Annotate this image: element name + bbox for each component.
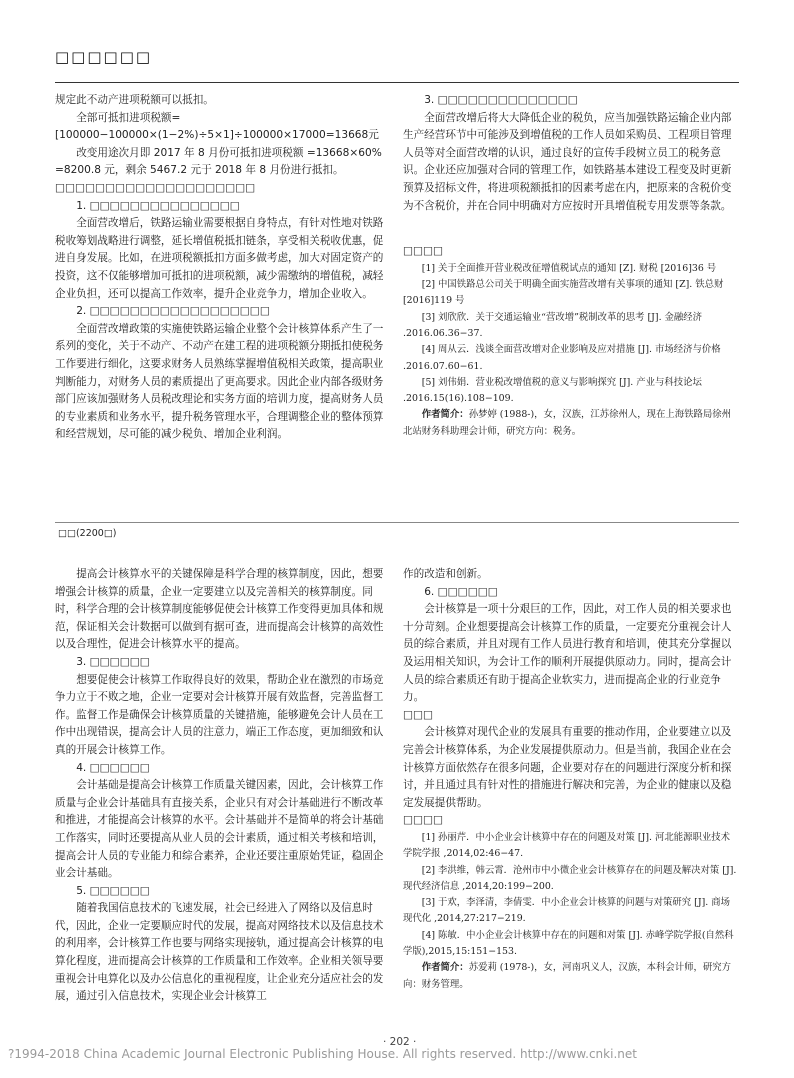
copyright-watermark: ?1994-2018 China Academic Journal Electronic Publishing House. All rights reserved. http://www.cnki.net <box>8 1047 637 1061</box>
article-divider <box>55 522 739 523</box>
subsection-heading: 3. □□□□□□ <box>76 655 150 668</box>
paragraph: 全面营改增政策的实施使铁路运输企业整个会计核算体系产生了一系列的变化，关于不动产、不动产在建工程的进项税额分期抵扣使税务工作要进行细化，这要求财务人员熟练掌握增值税相关政策，提高职业判断能力，对财务人员的素质提出了更高要求。因此企业内部各级财务部门应该加强财务人员税改理论和实务方面的培训力度，提高财务人员的专业素质和业务水平，提升税务管理水平，合理调整企业的整体预算和经营规划，尽可能的减少税负、增加企业利润。 <box>55 322 384 441</box>
author-text: 苏爱莉 (1978-)，女，河南巩义人，汉族，本科会计师，研究方向：财务管理。 <box>403 962 732 990</box>
page-number: · 202 · <box>383 1036 417 1048</box>
bottom-right-column <box>403 566 739 993</box>
paragraph: 全部可抵扣进项税额=[100000−100000×(1−2%)÷5×1]÷100000×17000=13668元 <box>55 111 379 142</box>
paragraph: 全面营改增后将大大降低企业的税负，应当加强铁路运输企业内部生产经营环节中可能涉及到增值税的工作人员如采购员、工程项目管理人员等对全面营改增的认识，通过良好的宣传手段树立员工的税务意识。企业还应加强对合同的管理工作，如铁路基本建设工程变及时更新预算及招标文件，将进项税额抵扣的因素考虑在内，把原来的含税价变为不含税价，并在合同中明确对方应按时开具增值税专用发票等条款。 <box>403 111 732 212</box>
header-rule <box>55 82 739 83</box>
paragraph: 想要促使会计核算工作取得良好的效果，帮助企业在激烈的市场竞争力立于不败之地，企业一定要对会计核算开展有效监督，完善监督工作。监督工作是确保会计核算质量的关键措施，能够避免会计人员在工作中出现错误，提高会计人员的注意力，端正工作态度，更加细致和认真的开展会计核算工作。 <box>55 673 384 756</box>
author-bio <box>403 960 739 993</box>
paragraph: 会计基础是提高会计核算工作质量关键因素，因此，会计核算工作质量与企业会计基础具有直接关系，企业只有对会计基础进行不断改革和推进，才能提高会计核算的水平。会计基础并不是简单的将会计基础工作落实，同时还要提高从业人员的会计素质，通过相关考核和培训，提高会计人员的专业能力和综合素养，企业还要注重原始凭证，稳固企业会计基础。 <box>55 779 384 880</box>
paragraph: 规定此不动产进项税额可以抵扣。 <box>55 94 214 106</box>
conclusion-heading: □□□ <box>403 708 434 721</box>
paragraph: 会计核算是一项十分艰巨的工作，因此，对工作人员的相关要求也十分苛刻。企业想要提高会计核算工作的质量，一定要充分重视会计人员的综合素质，并且对现有工作人员进行教育和培训，使其充分掌握以及运用相关知识，为会计工作的顺利开展提供原动力。同时，提高会计人员的综合素质还有助于提高企业软实力，进而提高企业的行业竞争力。 <box>403 603 732 704</box>
reference-item: [4] 周从云．浅谈全面营改增对企业影响及应对措施 [J]. 市场经济与价格 .2016.07.60−61. <box>403 344 721 372</box>
paragraph: 作的改造和创新。 <box>403 568 488 580</box>
reference-item: [2] 李洪维，韩云霄．沧州市中小微企业会计核算存在的问题及解决对策 [J]. 现代经济信息 ,2014,20:199−200. <box>403 864 737 892</box>
paragraph: 会计核算对现代企业的发展具有重要的推动作用，企业要建立以及完善会计核算体系，为企业发展提供原动力。但是当前，我国企业在会计核算方面依然存在很多问题，企业要对存在的问题进行深度分析和探讨，并且通过具有针对性的措施进行解决和完善，为企业的健康以及稳定发展提供帮助。 <box>403 726 732 809</box>
subsection-heading: 2. □□□□□□□□□□□□□□□□□□ <box>76 305 270 318</box>
paragraph: 全面营改增后，铁路运输业需要根据自身特点，有针对性地对铁路税收筹划战略进行调整，延长增值税抵扣链条，享受相关税收优惠，促进自身发展。比如，在进项税额抵扣方面多做考虑，加大对固定资产的投资，这不仅能够增加可抵扣的进项税额，减少需缴纳的增值税，减轻企业负担，还可以提高工作效率，提升企业竞争力，增加企业收入。 <box>55 217 384 300</box>
bottom-left-column <box>55 566 387 1006</box>
section-heading: □□□□□□□□□□□□□□□□□□□□ <box>55 181 256 194</box>
subsection-heading: 1. □□□□□□□□□□□□□□□ <box>76 199 240 212</box>
subsection-heading: 4. □□□□□□ <box>76 761 150 774</box>
funding-note: □□(2200□) <box>58 528 117 539</box>
reference-item: [3] 于欢，李泽清，李倩雯．中小企业会计核算的问题与对策研究 [J]. 商场现代化 ,2014,27:217−219. <box>403 897 730 925</box>
top-right-column <box>403 92 739 440</box>
paragraph: 改变用途次月即 2017 年 8 月份可抵扣进项税额 =13668×60% =8200.8 元，剩余 5467.2 元于 2018 年 8 月份进行抵扣。 <box>55 146 382 177</box>
author-label: 作者简介： <box>421 409 469 421</box>
reference-item: [1] 关于全面推开营业税改征增值税试点的通知 [Z]. 财税 [2016]36 号 <box>421 262 717 274</box>
references-heading: □□□□ <box>403 245 444 258</box>
top-left-column <box>55 92 387 444</box>
subsection-heading: 5. □□□□□□ <box>76 884 150 897</box>
reference-item: [1] 孙丽芹．中小企业会计核算中存在的问题及对策 [J]. 河北能源职业技术学院学报 ,2014,02:46−47. <box>403 831 730 860</box>
paragraph: 提高会计核算水平的关键保障是科学合理的核算制度，因此，想要增强会计核算的质量，企业一定要建立以及完善相关的核算制度。同时，科学合理的会计核算制度能够促使会计核算工作变得更加具体和规范，保证相关会计数据可以做到有据可查，进而提高会计核算的高效性以及合理性，促进会计核算水平的提高。 <box>55 568 384 651</box>
author-bio <box>403 407 739 440</box>
reference-item: [3] 刘欣欣．关于交通运输业“营改增”税制改革的思考 [J]. 金融经济 .2016.06.36−37. <box>403 311 703 339</box>
subsection-heading: 6. □□□□□□ <box>424 585 498 598</box>
references-heading: □□□□ <box>403 814 444 827</box>
subsection-heading: 3. □□□□□□□□□□□□□□ <box>424 94 578 106</box>
paragraph: 随着我国信息技术的飞速发展，社会已经进入了网络以及信息时代，因此，企业一定要顺应时代的发展，提高对网络技术以及信息技术的利用率，会计核算工作也要与网络实现接轨，通过提高会计核算的电算化程度，进而提高会计核算的工作质量和工作效率。企业相关领导要重视会计电算化以及办公信息化的重视程度，让企业充分适应社会的发展，通过引入信息技术，实现企业会计核算工 <box>55 902 384 1003</box>
author-text: 孙梦婷 (1988-)，女，汉族，江苏徐州人，现在上海铁路局徐州北站财务科助理会计师，研究方向：税务。 <box>403 409 732 437</box>
author-label: 作者简介： <box>421 962 469 974</box>
reference-list <box>403 830 739 993</box>
reference-item: [4] 陈敏．中小企业会计核算中存在的问题和对策 [J]. 赤峰学院学报(自然科学版),2015,15:151−153. <box>403 929 734 957</box>
reference-list <box>403 261 739 440</box>
reference-item: [2] 中国铁路总公司关于明确全面实施营改增有关事项的通知 [Z]. 铁总财 [2016]119 号 <box>403 279 724 307</box>
reference-item: [5] 刘伟娟．营业税改增值税的意义与影响探究 [J]. 产业与科技论坛 .2016.15(16).108−109. <box>403 376 702 405</box>
journal-header-title: □□□□□□ <box>55 48 153 66</box>
